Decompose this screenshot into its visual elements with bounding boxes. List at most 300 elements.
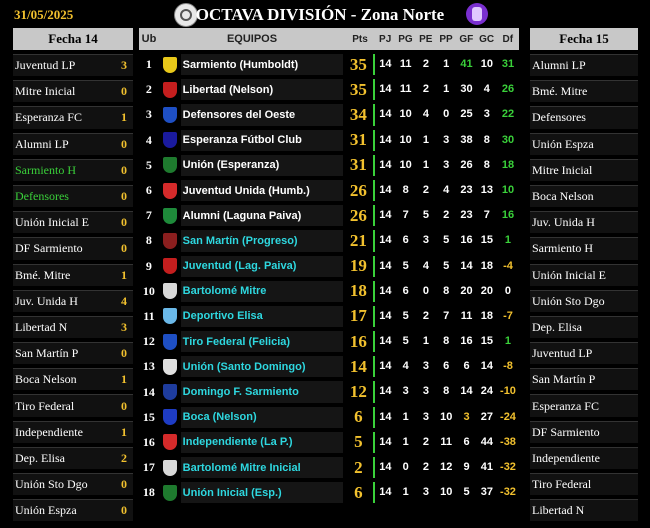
points: 18 — [343, 281, 373, 301]
drawn: 3 — [422, 486, 429, 499]
goals-for: 16 — [460, 335, 473, 348]
played: 14 — [379, 108, 392, 121]
won: 11 — [399, 83, 412, 96]
points: 35 — [343, 80, 373, 100]
table-row — [139, 54, 519, 75]
goal-difference: -10 — [500, 385, 516, 398]
won: 11 — [399, 58, 412, 70]
lost: 8 — [443, 284, 450, 297]
lost: 5 — [443, 234, 450, 247]
goals-against: 7 — [483, 209, 490, 222]
goals-against: 10 — [480, 58, 493, 70]
won: 4 — [402, 360, 409, 373]
fixture-row — [13, 394, 133, 416]
fixture-row — [530, 133, 638, 155]
page-title: OCTAVA DIVISIÓN - Zona Norte — [195, 5, 445, 24]
table-row — [139, 155, 519, 176]
fixture-team: DF Sarmiento — [15, 241, 83, 256]
fixture-team: San Martín P — [15, 346, 79, 361]
fixture-score: 0 — [121, 84, 127, 99]
team-crest-icon — [159, 359, 181, 375]
team-name: Unión (Esperanza) — [181, 155, 344, 176]
fixture-score: 3 — [121, 319, 127, 334]
shield-icon — [163, 485, 177, 501]
shield-icon — [163, 460, 177, 476]
won: 7 — [402, 209, 409, 222]
goal-difference: 31 — [501, 58, 515, 70]
position: 7 — [145, 208, 152, 223]
fixture-row — [13, 368, 133, 390]
standings-header — [139, 28, 519, 50]
team-crest-icon — [159, 434, 181, 450]
table-row — [139, 457, 519, 478]
drawn: 1 — [422, 158, 429, 171]
goals-for: 38 — [460, 133, 473, 146]
fixture-team: Defensores — [532, 110, 586, 125]
table-row — [139, 130, 519, 151]
stats-group — [373, 331, 519, 352]
goals-for: 30 — [460, 83, 473, 96]
drawn: 4 — [422, 108, 429, 121]
col-df: Df — [502, 33, 514, 45]
fixture-row — [13, 80, 133, 102]
fixture-team: Libertad N — [532, 503, 585, 518]
fixture-team: Boca Nelson — [15, 372, 77, 387]
goals-against: 37 — [480, 486, 493, 499]
goal-difference: -4 — [503, 259, 513, 272]
goals-for: 5 — [463, 486, 470, 499]
stats-group — [373, 356, 519, 377]
fixture-team: Independiente — [15, 424, 83, 439]
shield-icon — [163, 157, 177, 173]
position: 5 — [145, 157, 152, 172]
fixture-team: Dep. Elisa — [15, 450, 65, 465]
fixture-row — [530, 106, 638, 128]
fixture-score: 0 — [121, 136, 127, 151]
fixture-row — [13, 499, 133, 521]
fixture-score: 0 — [121, 241, 127, 256]
played: 14 — [379, 234, 392, 247]
table-row — [139, 256, 519, 277]
goals-against: 4 — [483, 83, 490, 96]
drawn: 4 — [422, 259, 429, 272]
table-row — [139, 230, 519, 251]
goals-for: 26 — [460, 158, 473, 171]
lost: 3 — [443, 133, 450, 146]
goals-against: 8 — [483, 133, 490, 146]
fixture-team: Independiente — [532, 450, 600, 465]
position: 4 — [145, 132, 152, 147]
shield-icon — [163, 359, 177, 375]
won: 0 — [402, 461, 409, 473]
fixture-team: Juv. Unida H — [532, 215, 595, 230]
goal-difference: 0 — [504, 284, 512, 297]
lost: 8 — [443, 335, 450, 348]
team-name: Independiente (La P.) — [181, 432, 344, 453]
fixture-team: Juventud LP — [532, 346, 593, 361]
drawn: 2 — [422, 309, 429, 322]
drawn: 2 — [422, 58, 429, 70]
stats-group — [373, 155, 519, 176]
goal-difference: 18 — [501, 158, 515, 171]
fixture-team: Alumni LP — [15, 136, 69, 151]
fixture-panel-fecha-14 — [13, 28, 133, 525]
fixture-score: 0 — [121, 162, 127, 177]
team-name: Unión Inicial (Esp.) — [181, 482, 344, 503]
fixture-team: Juv. Unida H — [15, 293, 78, 308]
lost: 0 — [443, 108, 450, 121]
col-team: EQUIPOS — [226, 33, 278, 45]
goal-difference: -24 — [500, 410, 516, 423]
goals-against: 15 — [480, 335, 493, 348]
drawn: 2 — [422, 183, 429, 196]
won: 1 — [402, 410, 409, 423]
fixture-team: Esperanza FC — [532, 398, 599, 413]
fixture-panel-title: Fecha 15 — [530, 28, 638, 50]
played: 14 — [379, 133, 392, 146]
fixture-team: Alumni LP — [532, 58, 586, 73]
drawn: 2 — [422, 435, 429, 448]
fixture-row — [530, 80, 638, 102]
fixture-row — [530, 499, 638, 521]
fixture-team: Esperanza FC — [15, 110, 82, 125]
lost: 3 — [443, 158, 450, 171]
date-label: 31/05/2025 — [14, 7, 74, 22]
stats-group — [373, 130, 519, 151]
col-pj: PJ — [379, 33, 392, 45]
fixture-row — [530, 368, 638, 390]
team-name: Juventud Unida (Humb.) — [181, 180, 344, 201]
table-row — [139, 407, 519, 428]
team-crest-icon — [159, 460, 181, 476]
team-name: Bartolomé Mitre Inicial — [181, 457, 344, 478]
points: 26 — [343, 181, 373, 201]
fixture-score: 0 — [121, 189, 127, 204]
team-crest-icon — [159, 107, 181, 123]
fixture-row — [13, 316, 133, 338]
lost: 1 — [443, 58, 450, 70]
table-row — [139, 79, 519, 100]
fixture-team: Tiro Federal — [15, 398, 75, 413]
fixture-row — [13, 106, 133, 128]
goals-for: 23 — [460, 183, 473, 196]
stats-group — [373, 104, 519, 125]
played: 14 — [379, 83, 392, 96]
goal-difference: -38 — [500, 435, 516, 448]
played: 14 — [379, 58, 392, 70]
stats-group — [373, 381, 519, 402]
team-name: Boca (Nelson) — [181, 407, 344, 428]
col-pts: Pts — [352, 33, 368, 45]
fixture-score: 4 — [121, 293, 127, 308]
played: 14 — [379, 183, 392, 196]
fixture-score: 2 — [121, 450, 127, 465]
played: 14 — [379, 335, 392, 348]
lost: 10 — [440, 486, 453, 499]
team-crest-icon — [159, 485, 181, 501]
fixture-row — [13, 211, 133, 233]
team-name: Tiro Federal (Felicia) — [181, 331, 344, 352]
fixture-row — [13, 342, 133, 364]
shield-icon — [163, 308, 177, 324]
team-name: Unión (Santo Domingo) — [181, 356, 344, 377]
team-name: Libertad (Nelson) — [181, 79, 344, 100]
fixture-row — [530, 342, 638, 364]
shield-icon — [163, 434, 177, 450]
fixture-row — [13, 290, 133, 312]
shield-icon — [163, 334, 177, 350]
goal-difference: 22 — [501, 108, 515, 121]
goals-for: 23 — [460, 209, 473, 222]
played: 14 — [379, 309, 392, 322]
drawn: 1 — [422, 133, 429, 146]
col-gc: GC — [479, 33, 495, 45]
goals-for: 6 — [463, 435, 470, 448]
fixture-score: 0 — [121, 346, 127, 361]
fixture-team: Unión Espza — [15, 503, 77, 518]
team-crest-icon — [159, 157, 181, 173]
won: 5 — [402, 309, 409, 322]
fixture-row — [13, 237, 133, 259]
table-row — [139, 482, 519, 503]
won: 6 — [402, 234, 409, 247]
lost: 7 — [443, 309, 450, 322]
fixture-score: 3 — [121, 58, 127, 73]
team-name: Bartolomé Mitre — [181, 281, 344, 302]
team-crest-icon — [159, 183, 181, 199]
fixture-score: 0 — [121, 398, 127, 413]
position: 17 — [142, 460, 155, 475]
table-row — [139, 331, 519, 352]
fixture-row — [13, 421, 133, 443]
played: 14 — [379, 158, 392, 171]
fixture-team: Sarmiento H — [15, 162, 76, 177]
team-crest-icon — [159, 258, 181, 274]
goals-against: 8 — [483, 158, 490, 171]
fixture-row — [530, 473, 638, 495]
position: 13 — [142, 359, 155, 374]
shield-icon — [163, 258, 177, 274]
drawn: 2 — [422, 83, 429, 96]
fixture-row — [530, 185, 638, 207]
goals-against: 18 — [480, 259, 493, 272]
fixture-team: Unión Inicial E — [532, 267, 606, 282]
position: 12 — [142, 334, 155, 349]
team-name: Esperanza Fútbol Club — [181, 130, 344, 151]
won: 10 — [399, 108, 412, 121]
table-row — [139, 356, 519, 377]
played: 14 — [379, 259, 392, 272]
goals-against: 27 — [480, 410, 493, 423]
fixture-score: 1 — [121, 372, 127, 387]
lost: 10 — [440, 410, 453, 423]
fixture-team: San Martín P — [532, 372, 596, 387]
lost: 11 — [440, 435, 453, 448]
fixture-score: 0 — [121, 477, 127, 492]
drawn: 3 — [422, 385, 429, 398]
lost: 6 — [443, 360, 450, 373]
team-name: Alumni (Laguna Paiva) — [181, 205, 344, 226]
drawn: 2 — [422, 461, 429, 473]
won: 8 — [402, 183, 409, 196]
fixture-score: 1 — [121, 110, 127, 125]
team-crest-icon — [159, 384, 181, 400]
fixture-row — [13, 473, 133, 495]
points: 14 — [343, 357, 373, 377]
won: 1 — [402, 486, 409, 499]
stats-group — [373, 482, 519, 503]
goals-for: 20 — [460, 284, 473, 297]
fixture-team: Unión Espza — [532, 136, 594, 151]
goal-difference: 1 — [504, 234, 512, 247]
fixture-team: Mitre Inicial — [15, 84, 76, 99]
fixture-panel-title: Fecha 14 — [13, 28, 133, 50]
drawn: 3 — [422, 360, 429, 373]
points: 21 — [343, 231, 373, 251]
played: 14 — [379, 410, 392, 423]
team-crest-icon — [159, 233, 181, 249]
fixture-team: DF Sarmiento — [532, 424, 600, 439]
team-crest-icon — [159, 82, 181, 98]
fixture-row — [530, 159, 638, 181]
played: 14 — [379, 435, 392, 448]
fixture-team: Bmé. Mitre — [15, 267, 71, 282]
goal-difference: 1 — [504, 335, 512, 348]
team-name: Defensores del Oeste — [181, 104, 344, 125]
federation-logo-icon — [466, 3, 488, 25]
fixture-row — [530, 447, 638, 469]
points: 6 — [343, 407, 373, 427]
won: 10 — [399, 158, 412, 171]
goals-for: 14 — [460, 259, 473, 272]
col-ub: Ub — [141, 33, 157, 45]
points: 6 — [343, 483, 373, 503]
goals-against: 24 — [480, 385, 493, 398]
fixture-row — [13, 133, 133, 155]
team-name: Domingo F. Sarmiento — [181, 381, 344, 402]
goals-against: 20 — [480, 284, 493, 297]
goals-for: 16 — [460, 234, 473, 247]
stats-group — [373, 79, 519, 100]
shield-icon — [163, 208, 177, 224]
drawn: 0 — [422, 284, 429, 297]
goals-against: 3 — [483, 108, 490, 121]
goals-for: 14 — [460, 385, 473, 398]
points: 17 — [343, 306, 373, 326]
played: 14 — [379, 284, 392, 297]
goals-for: 3 — [463, 410, 470, 423]
position: 14 — [142, 384, 155, 399]
col-pg: PG — [398, 33, 413, 45]
fixture-panel-fecha-15 — [530, 28, 638, 525]
fixture-score: 1 — [121, 267, 127, 282]
position: 10 — [142, 283, 155, 298]
goals-against: 44 — [480, 435, 493, 448]
position: 9 — [145, 258, 152, 273]
position: 15 — [142, 409, 155, 424]
won: 5 — [402, 259, 409, 272]
points: 35 — [343, 55, 373, 75]
shield-icon — [163, 57, 177, 73]
fixture-team: Mitre Inicial — [532, 162, 593, 177]
points: 31 — [343, 155, 373, 175]
fixture-team: Dep. Elisa — [532, 319, 582, 334]
fixture-row — [530, 421, 638, 443]
fixture-row — [530, 237, 638, 259]
team-name: Juventud (Lag. Paiva) — [181, 256, 344, 277]
fixture-team: Libertad N — [15, 319, 68, 334]
stats-group — [373, 54, 519, 75]
points: 31 — [343, 130, 373, 150]
fixture-team: Defensores — [15, 189, 69, 204]
fixture-team: Juventud LP — [15, 58, 76, 73]
points: 12 — [343, 382, 373, 402]
goals-for: 11 — [460, 309, 473, 322]
shield-icon — [163, 82, 177, 98]
team-crest-icon — [159, 409, 181, 425]
col-pe: PE — [419, 33, 433, 45]
table-row — [139, 281, 519, 302]
shield-icon — [163, 183, 177, 199]
goals-for: 41 — [460, 58, 473, 70]
team-crest-icon — [159, 132, 181, 148]
played: 14 — [379, 360, 392, 373]
played: 14 — [379, 209, 392, 222]
played: 14 — [379, 461, 392, 473]
fixture-row — [530, 54, 638, 76]
goals-against: 41 — [480, 461, 493, 473]
fixture-team: Unión Sto Dgo — [15, 477, 88, 492]
goals-against: 15 — [480, 234, 493, 247]
fixture-score: 0 — [121, 215, 127, 230]
fixture-team: Bmé. Mitre — [532, 84, 588, 99]
won: 10 — [399, 133, 412, 146]
goals-for: 25 — [460, 108, 473, 121]
fixture-team: Sarmiento H — [532, 241, 593, 256]
shield-icon — [163, 132, 177, 148]
fixture-row — [530, 290, 638, 312]
team-name: Deportivo Elisa — [181, 306, 344, 327]
points: 34 — [343, 105, 373, 125]
fixture-row — [13, 185, 133, 207]
shield-icon — [163, 107, 177, 123]
goal-difference: 30 — [501, 133, 515, 146]
fixture-score: 0 — [121, 503, 127, 518]
lost: 12 — [440, 461, 453, 473]
fixture-row — [13, 447, 133, 469]
position: 3 — [145, 107, 152, 122]
team-crest-icon — [159, 308, 181, 324]
col-gf: GF — [459, 33, 474, 45]
goals-for: 9 — [463, 461, 470, 473]
stats-group — [373, 457, 519, 478]
position: 16 — [142, 434, 155, 449]
fixture-team: Tiro Federal — [532, 477, 592, 492]
team-name: San Martín (Progreso) — [181, 230, 344, 251]
drawn: 3 — [422, 410, 429, 423]
stats-group — [373, 432, 519, 453]
points: 2 — [343, 458, 373, 478]
table-row — [139, 381, 519, 402]
lost: 1 — [443, 83, 450, 96]
stats-group — [373, 407, 519, 428]
drawn: 3 — [422, 234, 429, 247]
goal-difference: 10 — [501, 183, 515, 196]
points: 19 — [343, 256, 373, 276]
team-crest-icon — [159, 283, 181, 299]
fixture-team: Unión Inicial E — [15, 215, 89, 230]
goals-for: 6 — [463, 360, 470, 373]
